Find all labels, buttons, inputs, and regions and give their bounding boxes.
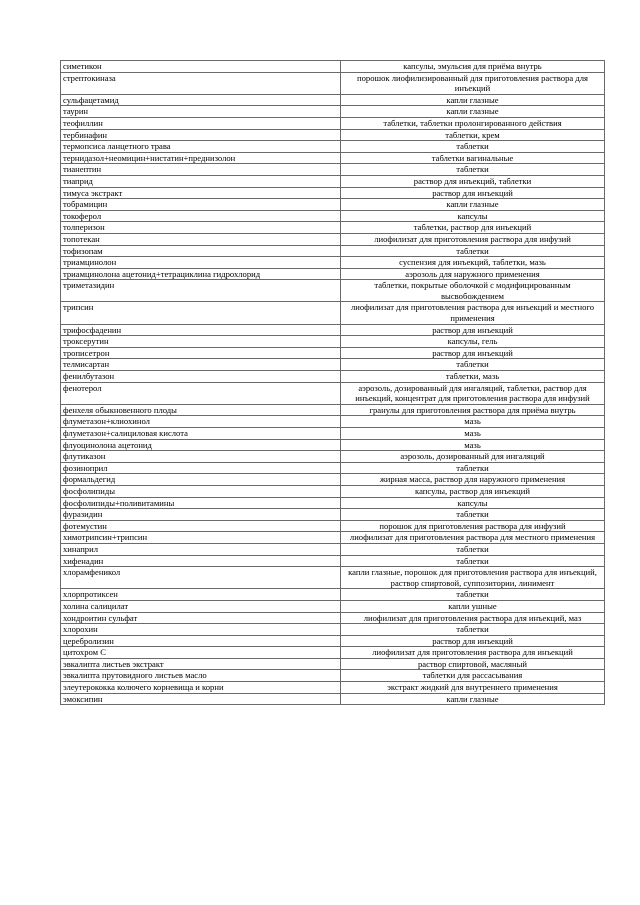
drug-name-cell: тербинафин [61, 129, 341, 141]
dosage-form-cell: таблетки [341, 555, 605, 567]
drug-name-cell: тернидазол+неомицин+нистатин+преднизолон [61, 152, 341, 164]
table-row [61, 612, 605, 624]
drug-name-cell: фозиноприл [61, 462, 341, 474]
drug-name-cell: фосфолипиды+поливитамины [61, 497, 341, 509]
drug-name-cell: стрептокиназа [61, 72, 341, 94]
dosage-form-cell: раствор спиртовой, масляный [341, 658, 605, 670]
dosage-form-cell: экстракт жидкий для внутреннего применения [341, 682, 605, 694]
dosage-form-cell: лиофилизат для приготовления раствора для местного применения [341, 532, 605, 544]
table-row [61, 428, 605, 440]
table-row [61, 359, 605, 371]
dosage-form-cell: лиофилизат для приготовления раствора для инъекций, маз [341, 612, 605, 624]
drug-name-cell: тобрамицин [61, 199, 341, 211]
drug-name-cell: хифенадин [61, 555, 341, 567]
table-row [61, 647, 605, 659]
table-row [61, 347, 605, 359]
dosage-form-cell: лиофилизат для приготовления раствора для инъекций [341, 647, 605, 659]
document-page [60, 60, 604, 705]
dosage-form-cell: таблетки, таблетки пролонгированного действия [341, 117, 605, 129]
dosage-form-cell: мазь [341, 416, 605, 428]
table-row [61, 532, 605, 544]
drug-name-cell: триметазидин [61, 280, 341, 302]
drug-name-cell: флуметазон+салициловая кислота [61, 428, 341, 440]
table-row [61, 199, 605, 211]
dosage-form-cell: капли глазные [341, 199, 605, 211]
drug-name-cell: эмоксипин [61, 693, 341, 705]
table-row [61, 106, 605, 118]
drug-name-cell: цитохром С [61, 647, 341, 659]
drug-name-cell: телмисартан [61, 359, 341, 371]
drug-name-cell: флуоцинолона ацетонид [61, 439, 341, 451]
table-row [61, 268, 605, 280]
drug-name-cell: троксерутин [61, 336, 341, 348]
drug-name-cell: фенхеля обыкновенного плоды [61, 404, 341, 416]
table-row [61, 520, 605, 532]
drug-name-cell: хлорпротиксен [61, 589, 341, 601]
table-row [61, 600, 605, 612]
table-row [61, 371, 605, 383]
table-row [61, 509, 605, 521]
drug-name-cell: фенилбутазон [61, 371, 341, 383]
dosage-form-cell: мазь [341, 439, 605, 451]
drug-name-cell: формальдегид [61, 474, 341, 486]
drug-name-cell: трифосфаденин [61, 324, 341, 336]
drug-name-cell: холина салицилат [61, 600, 341, 612]
table-row [61, 567, 605, 589]
dosage-form-cell: раствор для инъекций [341, 187, 605, 199]
dosage-form-cell: таблетки [341, 543, 605, 555]
table-row [61, 439, 605, 451]
dosage-form-cell: раствор для инъекций [341, 324, 605, 336]
table-row [61, 324, 605, 336]
dosage-form-cell: капли глазные [341, 106, 605, 118]
dosage-form-cell: мазь [341, 428, 605, 440]
table-row [61, 693, 605, 705]
dosage-form-cell: таблетки [341, 589, 605, 601]
table-row [61, 94, 605, 106]
table-row [61, 624, 605, 636]
table-row [61, 164, 605, 176]
table-row [61, 117, 605, 129]
dosage-form-cell: капли глазные [341, 94, 605, 106]
dosage-form-cell: таблетки [341, 245, 605, 257]
table-row [61, 175, 605, 187]
table-row [61, 141, 605, 153]
dosage-form-cell: таблетки, мазь [341, 371, 605, 383]
table-row [61, 543, 605, 555]
drug-table-body [61, 61, 605, 705]
drug-name-cell: тиаприд [61, 175, 341, 187]
drug-name-cell: теофиллин [61, 117, 341, 129]
dosage-form-cell: лиофилизат для приготовления раствора для инфузий [341, 233, 605, 245]
drug-name-cell: триамцинолон [61, 257, 341, 269]
drug-name-cell: хлорамфеникол [61, 567, 341, 589]
drug-name-cell: фенотерол [61, 382, 341, 404]
dosage-form-cell: капсулы, раствор для инъекций [341, 485, 605, 497]
table-row [61, 72, 605, 94]
table-row [61, 210, 605, 222]
drug-name-cell: таурин [61, 106, 341, 118]
table-row [61, 462, 605, 474]
dosage-form-cell: лиофилизат для приготовления раствора для инъекций и местного применения [341, 302, 605, 324]
dosage-form-cell: таблетки вагинальные [341, 152, 605, 164]
drug-name-cell: церебролизин [61, 635, 341, 647]
dosage-form-cell: суспензия для инъекций, таблетки, мазь [341, 257, 605, 269]
drug-name-cell: термопсиса ланцетного трава [61, 141, 341, 153]
dosage-form-cell: раствор для инъекций [341, 347, 605, 359]
dosage-form-cell: капсулы, гель [341, 336, 605, 348]
drug-name-cell: фотемустин [61, 520, 341, 532]
drug-name-cell: хондроитин сульфат [61, 612, 341, 624]
drug-name-cell: трипсин [61, 302, 341, 324]
table-row [61, 451, 605, 463]
dosage-form-cell: порошок для приготовления раствора для инфузий [341, 520, 605, 532]
dosage-form-cell: капли глазные [341, 693, 605, 705]
drug-name-cell: токоферол [61, 210, 341, 222]
dosage-form-cell: таблетки, покрытые оболочкой с модифицированным высвобождением [341, 280, 605, 302]
table-row [61, 658, 605, 670]
table-row [61, 280, 605, 302]
drug-name-cell: элеутерококка колючего корневища и корни [61, 682, 341, 694]
dosage-form-cell: аэрозоль, дозированный для ингаляций, таблетки, раствор для инъекций, концентрат для приготовления раствора для инфузий [341, 382, 605, 404]
dosage-form-cell: аэрозоль для наружного применения [341, 268, 605, 280]
drug-name-cell: тимуса экстракт [61, 187, 341, 199]
table-row [61, 257, 605, 269]
drug-name-cell: тианептин [61, 164, 341, 176]
table-row [61, 233, 605, 245]
dosage-form-cell: капли ушные [341, 600, 605, 612]
dosage-form-cell: аэрозоль, дозированный для ингаляций [341, 451, 605, 463]
drug-name-cell: фосфолипиды [61, 485, 341, 497]
table-row [61, 302, 605, 324]
table-row [61, 187, 605, 199]
table-row [61, 670, 605, 682]
table-row [61, 245, 605, 257]
dosage-form-cell: таблетки [341, 359, 605, 371]
drug-name-cell: тофизопам [61, 245, 341, 257]
drug-name-cell: хлорохин [61, 624, 341, 636]
drug-name-cell: фуразидин [61, 509, 341, 521]
drug-name-cell: химотрипсин+трипсин [61, 532, 341, 544]
drug-name-cell: хинаприл [61, 543, 341, 555]
table-row [61, 474, 605, 486]
dosage-form-cell: таблетки для рассасывания [341, 670, 605, 682]
dosage-form-cell: порошок лиофилизированный для приготовления раствора для инъекций [341, 72, 605, 94]
table-row [61, 152, 605, 164]
table-row [61, 589, 605, 601]
table-row [61, 682, 605, 694]
dosage-form-cell: капли глазные, порошок для приготовления раствора для инъекций, раствор спиртовой, суппозитории, линимент [341, 567, 605, 589]
drug-name-cell: сульфацетамид [61, 94, 341, 106]
dosage-form-cell: раствор для инъекций, таблетки [341, 175, 605, 187]
table-row [61, 485, 605, 497]
drug-name-cell: трописетрон [61, 347, 341, 359]
dosage-form-cell: таблетки [341, 462, 605, 474]
table-row [61, 497, 605, 509]
dosage-form-cell: капсулы [341, 210, 605, 222]
table-row [61, 382, 605, 404]
drug-table [60, 60, 605, 705]
dosage-form-cell: капсулы [341, 497, 605, 509]
dosage-form-cell: таблетки [341, 141, 605, 153]
dosage-form-cell: капсулы, эмульсия для приёма внутрь [341, 61, 605, 73]
drug-name-cell: триамцинолона ацетонид+тетрациклина гидрохлорид [61, 268, 341, 280]
drug-name-cell: эвкалипта листьев экстракт [61, 658, 341, 670]
table-row [61, 336, 605, 348]
drug-name-cell: флутиказон [61, 451, 341, 463]
dosage-form-cell: таблетки, крем [341, 129, 605, 141]
drug-name-cell: симетикон [61, 61, 341, 73]
dosage-form-cell: раствор для инъекций [341, 635, 605, 647]
table-row [61, 129, 605, 141]
dosage-form-cell: таблетки [341, 509, 605, 521]
dosage-form-cell: таблетки [341, 624, 605, 636]
table-row [61, 61, 605, 73]
table-row [61, 635, 605, 647]
dosage-form-cell: таблетки, раствор для инъекций [341, 222, 605, 234]
dosage-form-cell: гранулы для приготовления раствора для приёма внутрь [341, 404, 605, 416]
dosage-form-cell: таблетки [341, 164, 605, 176]
drug-name-cell: толперизон [61, 222, 341, 234]
drug-name-cell: флуметазон+клиохинол [61, 416, 341, 428]
dosage-form-cell: жирная масса, раствор для наружного применения [341, 474, 605, 486]
table-row [61, 416, 605, 428]
table-row [61, 222, 605, 234]
drug-name-cell: топотекан [61, 233, 341, 245]
table-row [61, 555, 605, 567]
drug-name-cell: эвкалипта прутовидного листьев масло [61, 670, 341, 682]
table-row [61, 404, 605, 416]
